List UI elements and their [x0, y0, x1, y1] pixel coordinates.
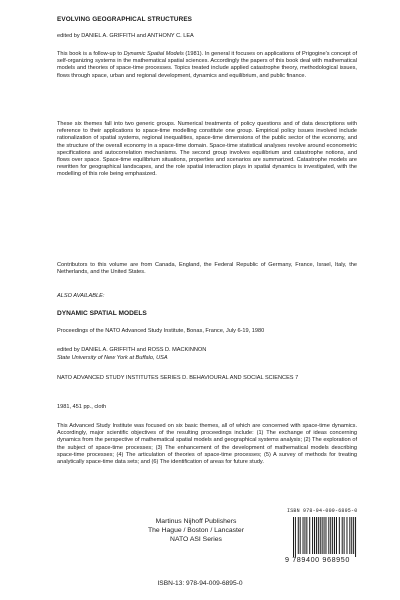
barcode-digits: 9 789400 968950	[285, 555, 350, 564]
book-editors: edited by DANIEL A. GRIFFITH and ANTHONY C. LEA	[57, 33, 194, 39]
publisher-block	[117, 517, 275, 544]
also-editors: edited by DANIEL A. GRIFFITH and ROSS D. MACKINNON	[57, 347, 207, 353]
also-title: DYNAMIC SPATIAL MODELS	[57, 310, 147, 317]
barcode-isbn-text: ISBN 978-94-009-6895-0	[287, 508, 358, 514]
publisher-name: Martinus Nijhoff Publishers	[155, 518, 237, 525]
contributors-paragraph: Contributors to this volume are from Canada, England, the Federal Republic of Germany, France, Israel, Italy, the Netherlands, and the United States.	[57, 262, 357, 276]
editors-affiliation: State University of New York at Buffalo, USA	[57, 355, 168, 361]
series-name: NATO ASI Series	[170, 536, 222, 543]
proceedings-line: Proceedings of the NATO Advanced Study Institute, Bonas, France, July 6-19, 1980	[57, 328, 265, 334]
intro-paragraph	[57, 51, 357, 80]
intro-text-a: This book is a follow-up to	[57, 51, 124, 57]
also-available-heading: ALSO AVAILABLE:	[57, 293, 105, 299]
isbn13-footer: ISBN-13: 978-94-009-6895-0	[157, 580, 243, 587]
publication-info: 1981, 451 pp., cloth	[57, 404, 107, 410]
intro-ital-title: Dynamic Spatial Models	[123, 51, 184, 57]
also-description: This Advanced Study Institute was focused on six basic themes, all of which are concerned with space-time dynamics. Accordingly, major scientific objectives of the resulting proceedings include: (1) The exchange of ideas concerning dynamics from the perspective of mathematical spatial models and geographical systems analysis; (2) The exploration of the subject of space-time processes; (3) The enhancement of the development of mathematical models describing space-time processes; (4) The articulation of theories of space-time processes; (5) A survey of methods for treating analytically space-time data sets; and (6) The identification of areas for future study.	[57, 423, 357, 466]
series-line: NATO ADVANCED STUDY INSTITUTES SERIES D. BEHAVIOURAL AND SOCIAL SCIENCES 7	[57, 375, 299, 381]
barcode-icon	[293, 517, 357, 557]
barcode-block	[285, 508, 361, 570]
book-title: EVOLVING GEOGRAPHICAL STRUCTURES	[57, 16, 193, 23]
themes-paragraph: These six themes fall into two generic groups. Numerical treatments of policy questions and of data descriptions with reference to their applications to space-time modelling constitute one group. Empirical policy issues involved include rationalization of spatial systems, regional inequalities, space-time dimensions of the public sector of the economy, and the structure of the overall economy in a space-time domain. Space-time statistical analyses revolve around econometric specifications and autocorrelation mechanisms. The second group involves equilibrium and catastrophe notions, and flows over space. Space-time equilibrium situations, properties and scenarios are summarized. Catastrophe models are rewritten for geographical landscapes, and the role spatial interaction plays in spatial dynamics is investigated, with the modelling of this role being emphasized.	[57, 121, 357, 178]
publisher-cities: The Hague / Boston / Lancaster	[148, 527, 244, 534]
intro-text-b: (1981). In general it focuses on applications of Prigogine's concept of self-organizing systems in the mathematical spatial sciences. Accordingly the papers of this book deal with mathematical models and theories of space-time processes. Topics treated include applied catastrophe theory, methodological issues, flows through space, urban and regional development, dynamics and equilibrium, and public finance.	[57, 51, 357, 79]
